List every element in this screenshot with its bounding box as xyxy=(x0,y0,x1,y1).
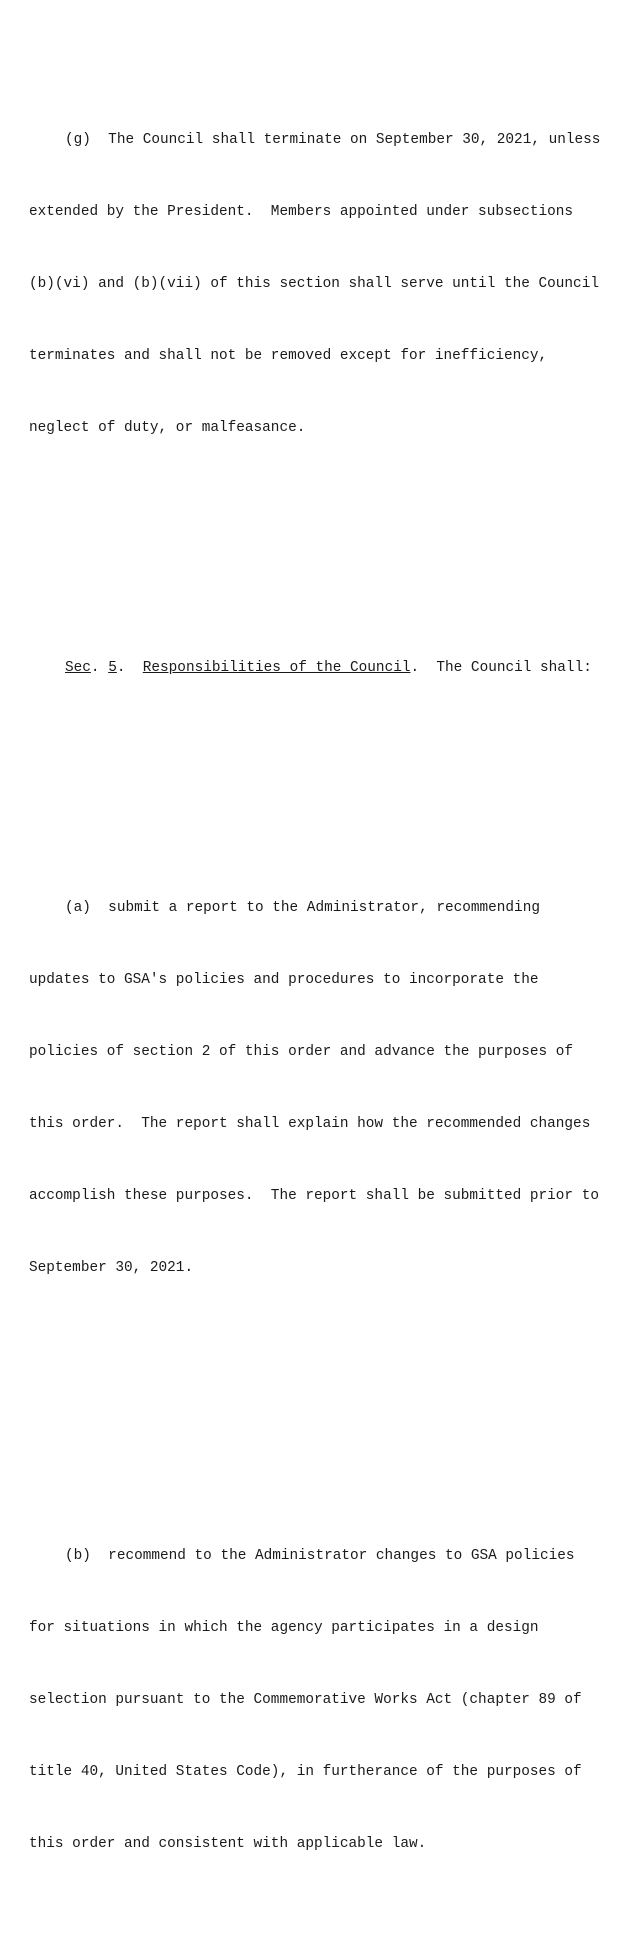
paragraph-line: for situations in which the agency participates in a design xyxy=(29,1620,539,1636)
paragraph-line: extended by the President. Members appointed under subsections xyxy=(29,204,574,220)
paragraph-a xyxy=(29,848,639,1328)
blank-line xyxy=(29,752,639,776)
paragraph-line: this order and consistent with applicable law. xyxy=(29,1836,427,1852)
paragraph-line: updates to GSA's policies and procedures to incorporate the xyxy=(29,972,539,988)
paragraph-line: (b)(vi) and (b)(vii) of this section shall serve until the Council xyxy=(29,276,599,292)
paragraph-line: neglect of duty, or malfeasance. xyxy=(29,420,306,436)
section-label: Sec xyxy=(65,660,91,676)
section-heading xyxy=(29,656,639,680)
paragraph-line: terminates and shall not be removed except for inefficiency, xyxy=(29,348,548,364)
paragraph-line: September 30, 2021. xyxy=(29,1260,194,1276)
paragraph-line: (a) submit a report to the Administrator, recommending xyxy=(65,900,540,916)
paragraph-line: policies of section 2 of this order and advance the purposes of xyxy=(29,1044,574,1060)
paragraph-line: selection pursuant to the Commemorative Works Act (chapter 89 of xyxy=(29,1692,582,1708)
paragraph-g xyxy=(29,80,639,488)
section-title-suffix: . The Council shall: xyxy=(410,660,592,676)
blank-line xyxy=(29,560,639,584)
paragraph-line: title 40, United States Code), in furtherance of the purposes of xyxy=(29,1764,582,1780)
section-number: 5 xyxy=(108,660,117,676)
paragraph-b xyxy=(29,1496,639,1904)
blank-line xyxy=(29,1400,639,1424)
section-number-suffix: . xyxy=(116,660,143,676)
section-label-dot: . xyxy=(90,660,100,676)
paragraph-line: (b) recommend to the Administrator changes to GSA policies xyxy=(65,1548,575,1564)
paragraph-line: accomplish these purposes. The report shall be submitted prior to xyxy=(29,1188,599,1204)
paragraph-line: this order. The report shall explain how the recommended changes xyxy=(29,1116,591,1132)
paragraph-line: (g) The Council shall terminate on September 30, 2021, unless xyxy=(65,132,601,148)
section-title: Responsibilities of the Council xyxy=(142,660,411,676)
document-page xyxy=(29,8,639,1952)
